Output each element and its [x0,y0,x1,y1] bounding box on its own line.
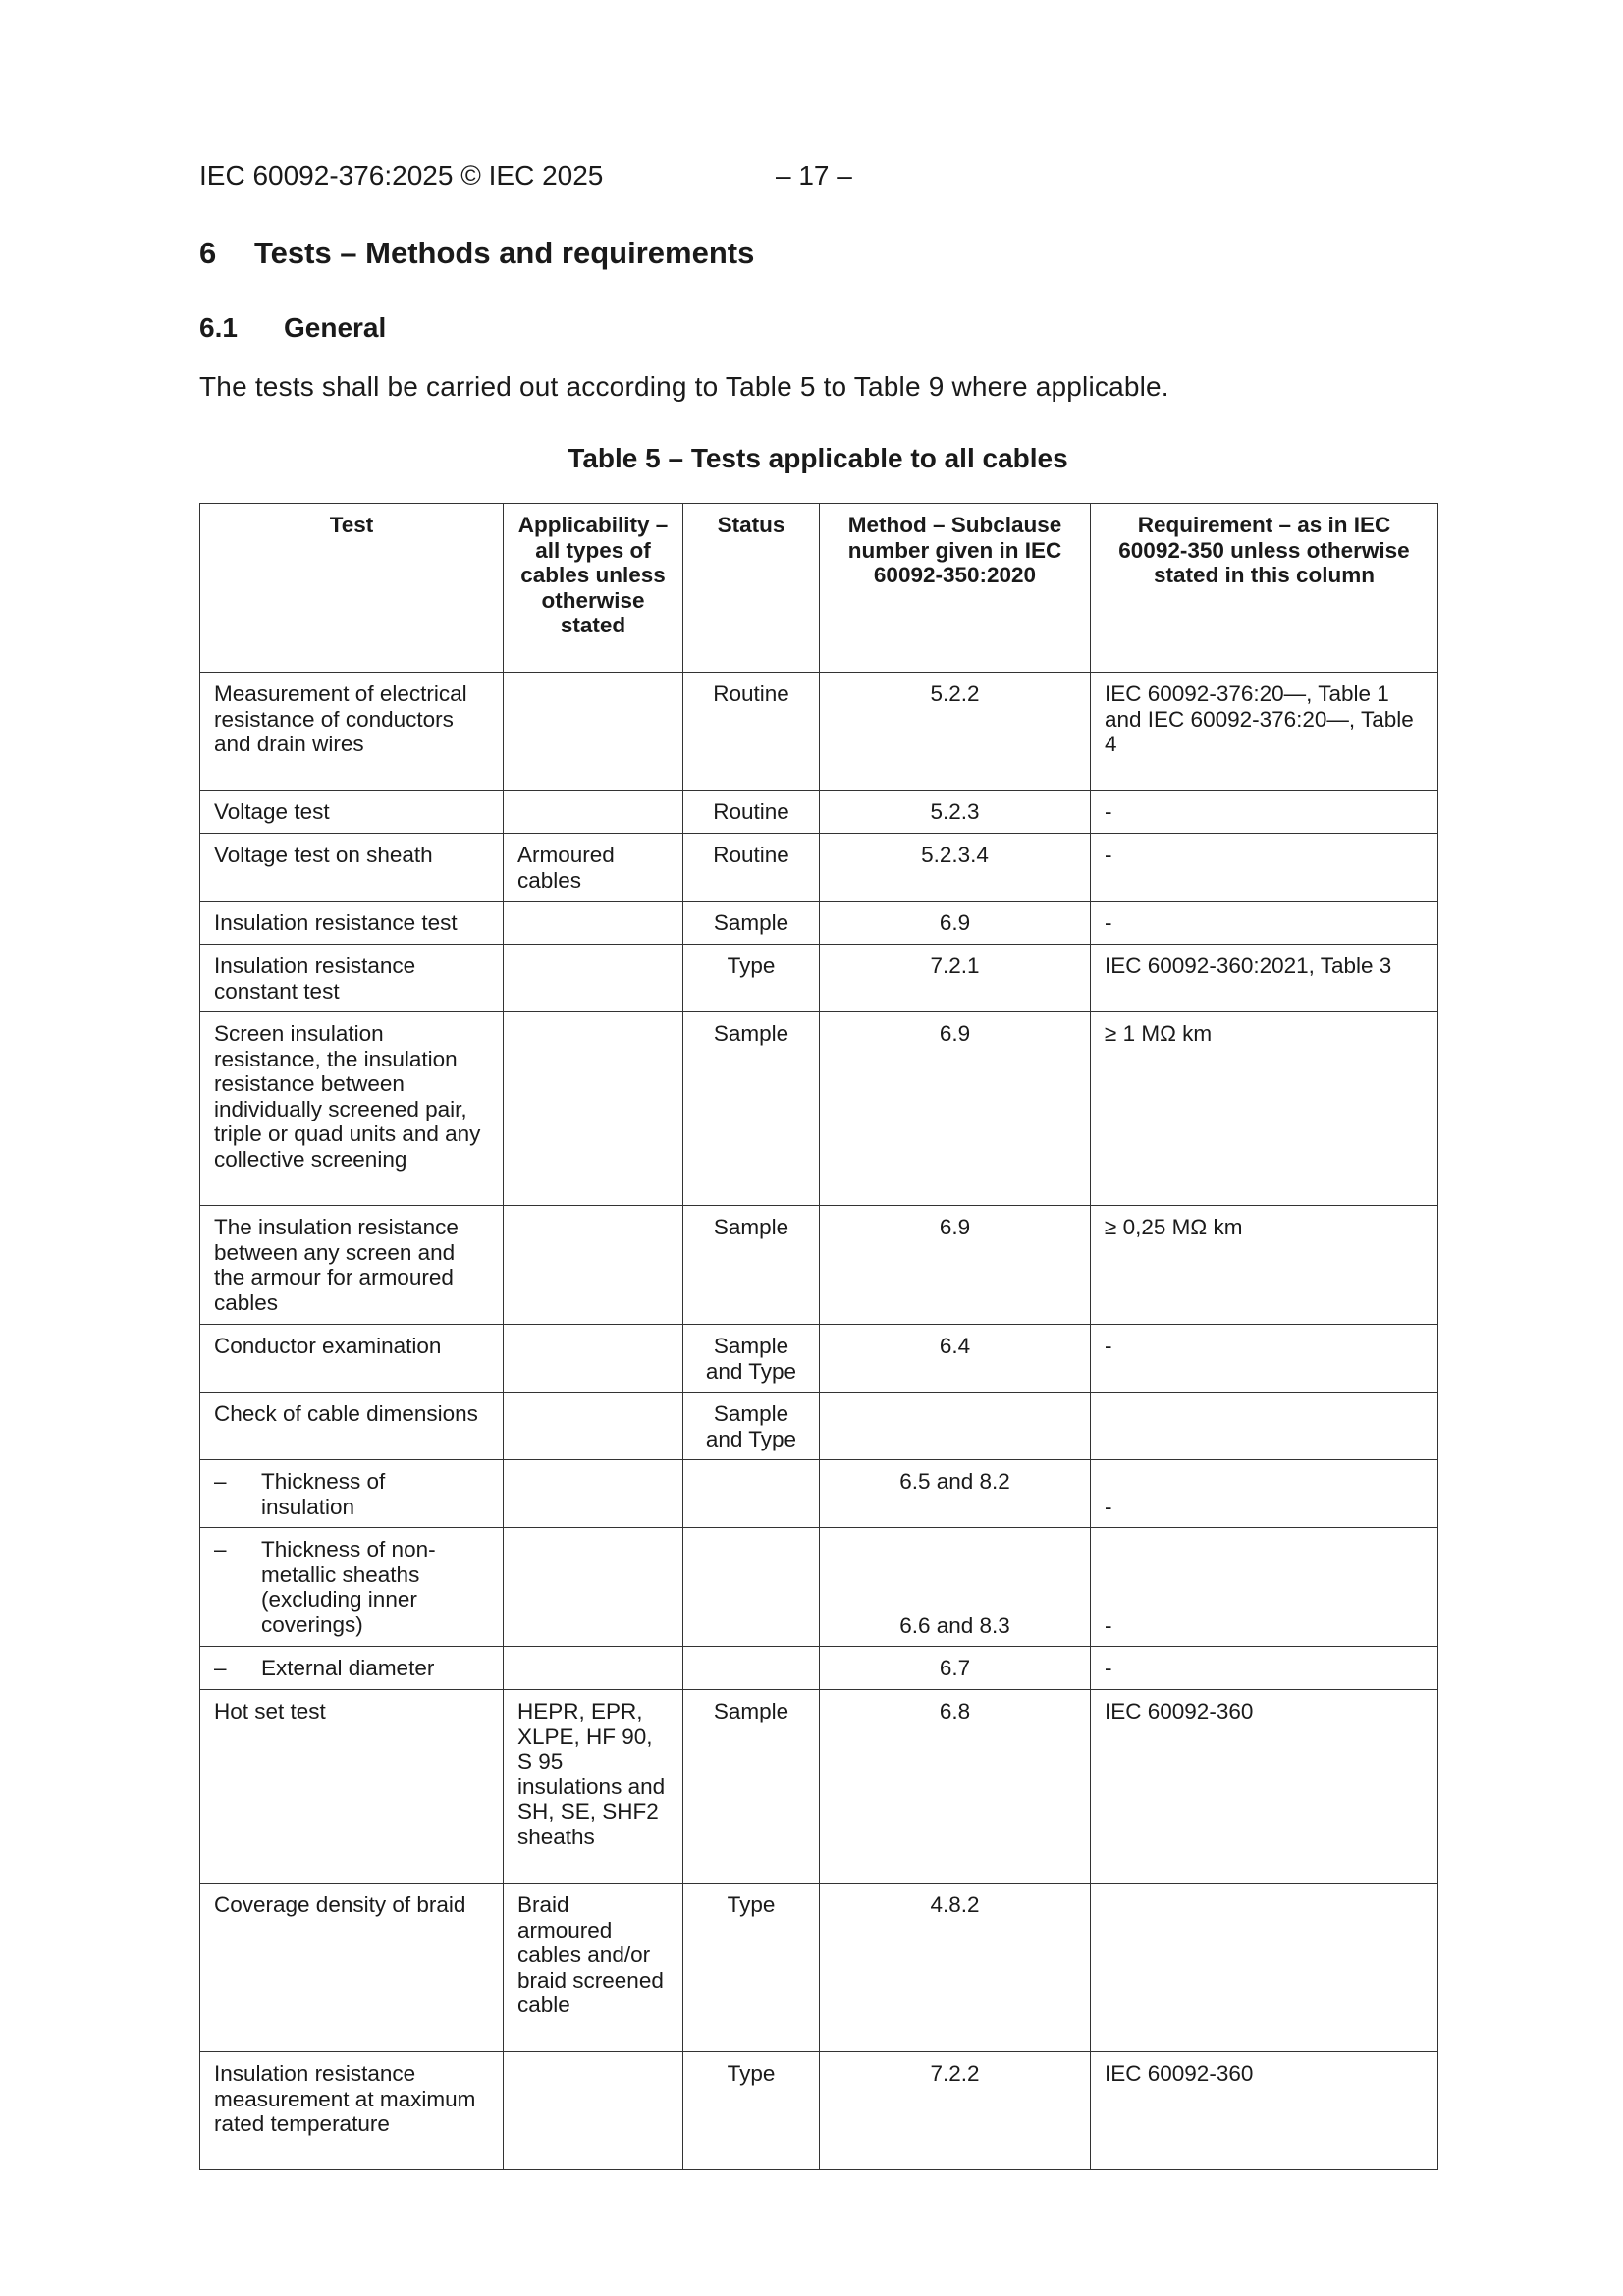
table-row [200,1460,1438,1528]
cell-applicability [504,1460,683,1528]
cell-status: Type [683,945,820,1012]
cell-applicability [504,902,683,945]
cell-requirement: - [1091,834,1438,902]
cell-test: Coverage density of braid [200,1884,504,2052]
cell-requirement: IEC 60092-360 [1091,1690,1438,1884]
column-header-method: Method – Subclause number given in IEC 60092-350:2020 [820,504,1091,673]
cell-test-text: Thickness of insulation [261,1469,386,1519]
cell-test: Check of cable dimensions [200,1393,504,1460]
cell-requirement: - [1091,902,1438,945]
section-heading [199,236,754,271]
cell-requirement: ≥ 0,25 MΩ km [1091,1206,1438,1325]
cell-test: Screen insulation resistance, the insulation resistance between individually screened pair, triple or quad units and any collective screening [200,1012,504,1206]
cell-test [200,1647,504,1690]
section-title: Tests – Methods and requirements [254,236,755,270]
cell-requirement: - [1091,1460,1438,1528]
cell-requirement [1091,1393,1438,1460]
cell-requirement: - [1091,1647,1438,1690]
table-row [200,1884,1438,2052]
cell-applicability: Armoured cables [504,834,683,902]
cell-test: Voltage test on sheath [200,834,504,902]
list-dash: – [214,1537,227,1561]
cell-applicability [504,945,683,1012]
cell-applicability [504,1528,683,1647]
cell-test: Hot set test [200,1690,504,1884]
table-row [200,902,1438,945]
cell-method: 6.4 [820,1325,1091,1393]
cell-status: Sample and Type [683,1325,820,1393]
cell-method: 5.2.2 [820,673,1091,791]
cell-applicability [504,1206,683,1325]
cell-status: Sample [683,902,820,945]
cell-status: Sample [683,1206,820,1325]
cell-test [200,1460,504,1528]
cell-applicability [504,1393,683,1460]
cell-test: Insulation resistance test [200,902,504,945]
cell-status [683,1528,820,1647]
cell-test: Insulation resistance constant test [200,945,504,1012]
list-dash: – [214,1656,227,1680]
cell-test [200,1528,504,1647]
cell-applicability [504,2052,683,2170]
cell-method: 4.8.2 [820,1884,1091,2052]
cell-requirement: IEC 60092-360:2021, Table 3 [1091,945,1438,1012]
cell-requirement: - [1091,1528,1438,1647]
table-row [200,834,1438,902]
cell-test: Insulation resistance measurement at maximum rated temperature [200,2052,504,2170]
cell-method: 5.2.3 [820,791,1091,834]
subsection-heading [199,312,386,344]
table-caption: Table 5 – Tests applicable to all cables [568,443,1068,473]
cell-method: 7.2.1 [820,945,1091,1012]
cell-status: Routine [683,834,820,902]
cell-method: 6.9 [820,1206,1091,1325]
cell-applicability: HEPR, EPR, XLPE, HF 90, S 95 insulations and SH, SE, SHF2 sheaths [504,1690,683,1884]
subsection-title: General [284,312,387,343]
section-number: 6 [199,236,217,270]
cell-status: Sample [683,1690,820,1884]
cell-requirement: - [1091,791,1438,834]
cell-method: 6.9 [820,1012,1091,1206]
cell-status: Sample and Type [683,1393,820,1460]
cell-status: Sample [683,1012,820,1206]
cell-test: The insulation resistance between any screen and the armour for armoured cables [200,1206,504,1325]
column-header-status: Status [683,504,820,673]
page-number: – 17 – [776,160,852,191]
cell-method: 7.2.2 [820,2052,1091,2170]
tests-table [199,503,1438,2170]
cell-requirement: ≥ 1 MΩ km [1091,1012,1438,1206]
cell-applicability [504,1647,683,1690]
cell-method: 6.8 [820,1690,1091,1884]
cell-test: Voltage test [200,791,504,834]
table-row [200,1325,1438,1393]
column-header-requirement: Requirement – as in IEC 60092-350 unless otherwise stated in this column [1091,504,1438,673]
cell-status: Routine [683,673,820,791]
cell-test: Measurement of electrical resistance of conductors and drain wires [200,673,504,791]
cell-requirement: - [1091,1325,1438,1393]
cell-test-text: External diameter [261,1656,435,1680]
subsection-number: 6.1 [199,312,238,343]
cell-applicability [504,673,683,791]
cell-test: Conductor examination [200,1325,504,1393]
table-row [200,791,1438,834]
table-row [200,1206,1438,1325]
column-header-test: Test [200,504,504,673]
cell-status [683,1460,820,1528]
cell-method: 6.9 [820,902,1091,945]
list-dash: – [214,1469,227,1494]
cell-status: Type [683,1884,820,2052]
cell-applicability [504,1012,683,1206]
table-row [200,945,1438,1012]
document-header-id: IEC 60092-376:2025 © IEC 2025 [199,160,604,191]
table-row [200,1690,1438,1884]
table-row [200,1012,1438,1206]
cell-method [820,1393,1091,1460]
table-row [200,1393,1438,1460]
table-row [200,1647,1438,1690]
cell-requirement: IEC 60092-376:20—, Table 1 and IEC 60092-376:20—, Table 4 [1091,673,1438,791]
cell-method: 6.5 and 8.2 [820,1460,1091,1528]
table-row [200,1528,1438,1647]
table-row [200,673,1438,791]
intro-paragraph: The tests shall be carried out according to Table 5 to Table 9 where applicable. [199,371,1169,402]
column-header-applicability: Applicability – all types of cables unless otherwise stated [504,504,683,673]
cell-method: 6.6 and 8.3 [820,1528,1091,1647]
cell-requirement: IEC 60092-360 [1091,2052,1438,2170]
cell-applicability [504,1325,683,1393]
cell-method: 6.7 [820,1647,1091,1690]
cell-applicability: Braid armoured cables and/or braid screened cable [504,1884,683,2052]
cell-status: Routine [683,791,820,834]
cell-method: 5.2.3.4 [820,834,1091,902]
cell-test-text: Thickness of non-metallic sheaths (excluding inner coverings) [261,1537,436,1637]
table-row [200,2052,1438,2170]
cell-applicability [504,791,683,834]
cell-requirement [1091,1884,1438,2052]
table-header-row [200,504,1438,673]
cell-status: Type [683,2052,820,2170]
cell-status [683,1647,820,1690]
